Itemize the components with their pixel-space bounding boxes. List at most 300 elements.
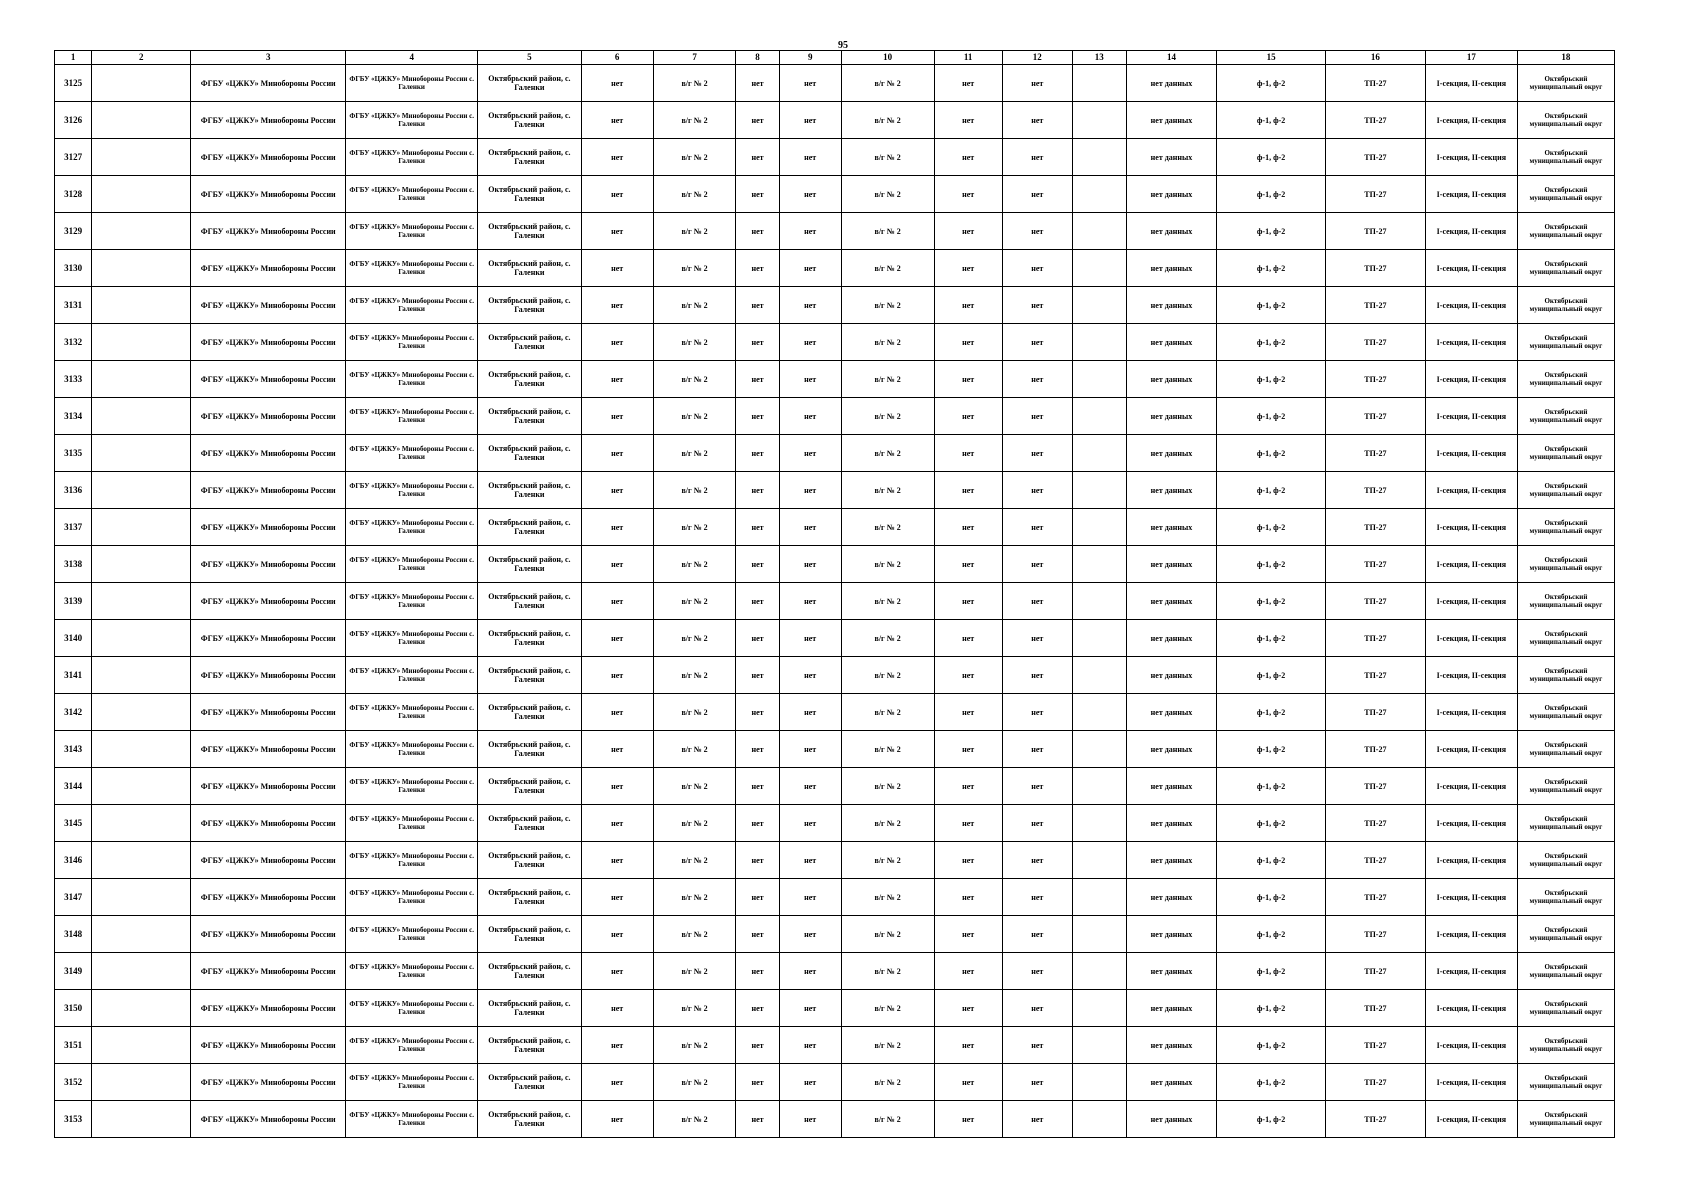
- cell-district: Октябрьский район, с. Галенки: [478, 435, 581, 472]
- cell-feeders: ф-1, ф-2: [1217, 102, 1325, 139]
- cell-organization: ФГБУ «ЦЖКУ» Минобороны России: [191, 65, 346, 102]
- cell-col-11: нет: [934, 213, 1002, 250]
- cell-col-9: нет: [779, 509, 841, 546]
- cell-sections: I-секция, II-секция: [1425, 287, 1517, 324]
- cell-feeders: ф-1, ф-2: [1217, 842, 1325, 879]
- cell-sections: I-секция, II-секция: [1425, 953, 1517, 990]
- cell-military-town-2: в/г № 2: [841, 1064, 934, 1101]
- cell-col-12: нет: [1002, 768, 1072, 805]
- cell-military-town: в/г № 2: [653, 620, 736, 657]
- cell-organization-location: ФГБУ «ЦЖКУ» Минобороны России с. Галенки: [346, 102, 478, 139]
- cell-sections: I-секция, II-секция: [1425, 916, 1517, 953]
- cell-military-town-2: в/г № 2: [841, 731, 934, 768]
- cell-data-status: нет данных: [1126, 620, 1217, 657]
- cell-district: Октябрьский район, с. Галенки: [478, 842, 581, 879]
- cell-col-13: [1072, 879, 1126, 916]
- cell-col-8: нет: [736, 398, 779, 435]
- cell-district: Октябрьский район, с. Галенки: [478, 546, 581, 583]
- cell-data-status: нет данных: [1126, 102, 1217, 139]
- cell-col-6: нет: [581, 361, 653, 398]
- col-header-1: 1: [55, 51, 92, 65]
- cell-col-2: [92, 546, 191, 583]
- cell-col-9: нет: [779, 768, 841, 805]
- cell-col-2: [92, 509, 191, 546]
- cell-transformer-substation: ТП-27: [1325, 139, 1425, 176]
- cell-sections: I-секция, II-секция: [1425, 879, 1517, 916]
- cell-sections: I-секция, II-секция: [1425, 768, 1517, 805]
- cell-feeders: ф-1, ф-2: [1217, 620, 1325, 657]
- cell-col-2: [92, 139, 191, 176]
- cell-military-town: в/г № 2: [653, 509, 736, 546]
- cell-district: Октябрьский район, с. Галенки: [478, 768, 581, 805]
- table-row: [55, 139, 1615, 176]
- cell-col-13: [1072, 509, 1126, 546]
- cell-district: Октябрьский район, с. Галенки: [478, 287, 581, 324]
- cell-feeders: ф-1, ф-2: [1217, 805, 1325, 842]
- cell-row-number: 3152: [55, 1064, 92, 1101]
- cell-organization-location: ФГБУ «ЦЖКУ» Минобороны России с. Галенки: [346, 694, 478, 731]
- cell-organization: ФГБУ «ЦЖКУ» Минобороны России: [191, 472, 346, 509]
- cell-col-6: нет: [581, 250, 653, 287]
- cell-district: Октябрьский район, с. Галенки: [478, 620, 581, 657]
- cell-data-status: нет данных: [1126, 287, 1217, 324]
- cell-district: Октябрьский район, с. Галенки: [478, 1101, 581, 1138]
- cell-col-6: нет: [581, 65, 653, 102]
- table-row: [55, 213, 1615, 250]
- cell-col-9: нет: [779, 472, 841, 509]
- cell-col-13: [1072, 842, 1126, 879]
- cell-col-2: [92, 398, 191, 435]
- table-row: [55, 398, 1615, 435]
- cell-data-status: нет данных: [1126, 879, 1217, 916]
- cell-col-6: нет: [581, 287, 653, 324]
- cell-military-town-2: в/г № 2: [841, 102, 934, 139]
- cell-sections: I-секция, II-секция: [1425, 620, 1517, 657]
- cell-data-status: нет данных: [1126, 324, 1217, 361]
- cell-col-2: [92, 102, 191, 139]
- cell-organization-location: ФГБУ «ЦЖКУ» Минобороны России с. Галенки: [346, 213, 478, 250]
- cell-military-town-2: в/г № 2: [841, 287, 934, 324]
- cell-organization: ФГБУ «ЦЖКУ» Минобороны России: [191, 879, 346, 916]
- cell-military-town: в/г № 2: [653, 879, 736, 916]
- cell-col-2: [92, 916, 191, 953]
- cell-col-6: нет: [581, 768, 653, 805]
- cell-military-town-2: в/г № 2: [841, 472, 934, 509]
- cell-feeders: ф-1, ф-2: [1217, 324, 1325, 361]
- cell-col-6: нет: [581, 213, 653, 250]
- cell-organization-location: ФГБУ «ЦЖКУ» Минобороны России с. Галенки: [346, 176, 478, 213]
- cell-military-town: в/г № 2: [653, 250, 736, 287]
- cell-military-town: в/г № 2: [653, 398, 736, 435]
- cell-feeders: ф-1, ф-2: [1217, 990, 1325, 1027]
- cell-col-9: нет: [779, 879, 841, 916]
- cell-col-8: нет: [736, 213, 779, 250]
- cell-military-town-2: в/г № 2: [841, 324, 934, 361]
- cell-row-number: 3146: [55, 842, 92, 879]
- cell-row-number: 3133: [55, 361, 92, 398]
- cell-col-6: нет: [581, 435, 653, 472]
- cell-organization-location: ФГБУ «ЦЖКУ» Минобороны России с. Галенки: [346, 916, 478, 953]
- cell-col-6: нет: [581, 620, 653, 657]
- cell-sections: I-секция, II-секция: [1425, 250, 1517, 287]
- cell-row-number: 3132: [55, 324, 92, 361]
- cell-col-12: нет: [1002, 398, 1072, 435]
- table-row: [55, 65, 1615, 102]
- cell-col-11: нет: [934, 879, 1002, 916]
- cell-organization-location: ФГБУ «ЦЖКУ» Минобороны России с. Галенки: [346, 657, 478, 694]
- cell-military-town-2: в/г № 2: [841, 65, 934, 102]
- cell-col-6: нет: [581, 731, 653, 768]
- cell-col-12: нет: [1002, 916, 1072, 953]
- cell-row-number: 3143: [55, 731, 92, 768]
- cell-col-12: нет: [1002, 435, 1072, 472]
- cell-feeders: ф-1, ф-2: [1217, 768, 1325, 805]
- cell-row-number: 3142: [55, 694, 92, 731]
- cell-col-2: [92, 65, 191, 102]
- cell-organization-location: ФГБУ «ЦЖКУ» Минобороны России с. Галенки: [346, 768, 478, 805]
- cell-col-8: нет: [736, 620, 779, 657]
- cell-data-status: нет данных: [1126, 842, 1217, 879]
- table-row: [55, 990, 1615, 1027]
- cell-municipal-district: Октябрьский муниципальный округ: [1517, 620, 1614, 657]
- table-row: [55, 102, 1615, 139]
- cell-col-6: нет: [581, 953, 653, 990]
- cell-col-11: нет: [934, 916, 1002, 953]
- cell-district: Октябрьский район, с. Галенки: [478, 139, 581, 176]
- table-row: [55, 916, 1615, 953]
- cell-col-6: нет: [581, 583, 653, 620]
- cell-transformer-substation: ТП-27: [1325, 250, 1425, 287]
- cell-col-2: [92, 1064, 191, 1101]
- cell-col-13: [1072, 250, 1126, 287]
- cell-military-town: в/г № 2: [653, 768, 736, 805]
- cell-col-2: [92, 435, 191, 472]
- cell-col-12: нет: [1002, 842, 1072, 879]
- cell-col-12: нет: [1002, 324, 1072, 361]
- cell-organization: ФГБУ «ЦЖКУ» Минобороны России: [191, 1027, 346, 1064]
- cell-transformer-substation: ТП-27: [1325, 324, 1425, 361]
- cell-row-number: 3138: [55, 546, 92, 583]
- cell-col-8: нет: [736, 102, 779, 139]
- cell-organization-location: ФГБУ «ЦЖКУ» Минобороны России с. Галенки: [346, 139, 478, 176]
- cell-organization-location: ФГБУ «ЦЖКУ» Минобороны России с. Галенки: [346, 435, 478, 472]
- cell-col-13: [1072, 139, 1126, 176]
- cell-col-8: нет: [736, 139, 779, 176]
- cell-data-status: нет данных: [1126, 805, 1217, 842]
- column-number-row: [55, 51, 1615, 65]
- cell-military-town-2: в/г № 2: [841, 805, 934, 842]
- cell-col-8: нет: [736, 287, 779, 324]
- cell-military-town: в/г № 2: [653, 916, 736, 953]
- table-row: [55, 620, 1615, 657]
- cell-data-status: нет данных: [1126, 1027, 1217, 1064]
- cell-organization-location: ФГБУ «ЦЖКУ» Минобороны России с. Галенки: [346, 65, 478, 102]
- cell-col-11: нет: [934, 731, 1002, 768]
- cell-sections: I-секция, II-секция: [1425, 102, 1517, 139]
- cell-organization-location: ФГБУ «ЦЖКУ» Минобороны России с. Галенки: [346, 361, 478, 398]
- cell-row-number: 3140: [55, 620, 92, 657]
- cell-military-town-2: в/г № 2: [841, 546, 934, 583]
- cell-transformer-substation: ТП-27: [1325, 805, 1425, 842]
- cell-municipal-district: Октябрьский муниципальный округ: [1517, 176, 1614, 213]
- table-row: [55, 1027, 1615, 1064]
- cell-feeders: ф-1, ф-2: [1217, 694, 1325, 731]
- cell-data-status: нет данных: [1126, 768, 1217, 805]
- page-number: 95: [838, 40, 848, 51]
- cell-military-town: в/г № 2: [653, 805, 736, 842]
- cell-col-12: нет: [1002, 250, 1072, 287]
- registry-table: [54, 50, 1615, 1138]
- cell-col-11: нет: [934, 1101, 1002, 1138]
- cell-feeders: ф-1, ф-2: [1217, 583, 1325, 620]
- cell-organization-location: ФГБУ «ЦЖКУ» Минобороны России с. Галенки: [346, 509, 478, 546]
- cell-military-town: в/г № 2: [653, 213, 736, 250]
- cell-feeders: ф-1, ф-2: [1217, 435, 1325, 472]
- cell-col-2: [92, 1101, 191, 1138]
- cell-municipal-district: Октябрьский муниципальный округ: [1517, 324, 1614, 361]
- cell-col-12: нет: [1002, 990, 1072, 1027]
- cell-row-number: 3130: [55, 250, 92, 287]
- table-row: [55, 694, 1615, 731]
- cell-transformer-substation: ТП-27: [1325, 916, 1425, 953]
- cell-col-12: нет: [1002, 287, 1072, 324]
- cell-district: Октябрьский район, с. Галенки: [478, 398, 581, 435]
- cell-col-9: нет: [779, 324, 841, 361]
- cell-military-town-2: в/г № 2: [841, 176, 934, 213]
- cell-transformer-substation: ТП-27: [1325, 472, 1425, 509]
- cell-col-8: нет: [736, 472, 779, 509]
- cell-military-town: в/г № 2: [653, 102, 736, 139]
- cell-col-6: нет: [581, 1101, 653, 1138]
- cell-col-6: нет: [581, 805, 653, 842]
- cell-col-11: нет: [934, 324, 1002, 361]
- cell-district: Октябрьский район, с. Галенки: [478, 213, 581, 250]
- cell-col-2: [92, 620, 191, 657]
- cell-sections: I-секция, II-секция: [1425, 509, 1517, 546]
- cell-feeders: ф-1, ф-2: [1217, 731, 1325, 768]
- cell-organization-location: ФГБУ «ЦЖКУ» Минобороны России с. Галенки: [346, 953, 478, 990]
- col-header-12: 12: [1002, 51, 1072, 65]
- cell-organization: ФГБУ «ЦЖКУ» Минобороны России: [191, 324, 346, 361]
- table-row: [55, 324, 1615, 361]
- cell-col-13: [1072, 768, 1126, 805]
- cell-col-11: нет: [934, 509, 1002, 546]
- table-row: [55, 472, 1615, 509]
- cell-organization: ФГБУ «ЦЖКУ» Минобороны России: [191, 657, 346, 694]
- cell-col-12: нет: [1002, 472, 1072, 509]
- cell-sections: I-секция, II-секция: [1425, 176, 1517, 213]
- cell-organization-location: ФГБУ «ЦЖКУ» Минобороны России с. Галенки: [346, 472, 478, 509]
- table-row: [55, 250, 1615, 287]
- cell-col-6: нет: [581, 472, 653, 509]
- cell-col-8: нет: [736, 768, 779, 805]
- table-row: [55, 546, 1615, 583]
- cell-military-town-2: в/г № 2: [841, 620, 934, 657]
- col-header-17: 17: [1425, 51, 1517, 65]
- cell-col-13: [1072, 176, 1126, 213]
- cell-feeders: ф-1, ф-2: [1217, 139, 1325, 176]
- cell-feeders: ф-1, ф-2: [1217, 213, 1325, 250]
- cell-data-status: нет данных: [1126, 398, 1217, 435]
- cell-organization: ФГБУ «ЦЖКУ» Минобороны России: [191, 990, 346, 1027]
- cell-col-11: нет: [934, 953, 1002, 990]
- cell-col-13: [1072, 916, 1126, 953]
- cell-col-13: [1072, 472, 1126, 509]
- cell-col-13: [1072, 213, 1126, 250]
- cell-organization: ФГБУ «ЦЖКУ» Минобороны России: [191, 731, 346, 768]
- cell-transformer-substation: ТП-27: [1325, 657, 1425, 694]
- col-header-16: 16: [1325, 51, 1425, 65]
- table-row: [55, 879, 1615, 916]
- cell-col-8: нет: [736, 1027, 779, 1064]
- cell-military-town: в/г № 2: [653, 139, 736, 176]
- cell-data-status: нет данных: [1126, 435, 1217, 472]
- cell-row-number: 3126: [55, 102, 92, 139]
- cell-col-9: нет: [779, 250, 841, 287]
- cell-col-6: нет: [581, 398, 653, 435]
- cell-municipal-district: Октябрьский муниципальный округ: [1517, 509, 1614, 546]
- cell-transformer-substation: ТП-27: [1325, 879, 1425, 916]
- cell-military-town: в/г № 2: [653, 990, 736, 1027]
- cell-col-8: нет: [736, 657, 779, 694]
- cell-col-8: нет: [736, 953, 779, 990]
- cell-row-number: 3125: [55, 65, 92, 102]
- cell-sections: I-секция, II-секция: [1425, 1027, 1517, 1064]
- cell-data-status: нет данных: [1126, 472, 1217, 509]
- cell-col-2: [92, 324, 191, 361]
- col-header-15: 15: [1217, 51, 1325, 65]
- cell-col-11: нет: [934, 1027, 1002, 1064]
- cell-feeders: ф-1, ф-2: [1217, 916, 1325, 953]
- cell-col-11: нет: [934, 472, 1002, 509]
- cell-col-13: [1072, 102, 1126, 139]
- cell-military-town-2: в/г № 2: [841, 879, 934, 916]
- cell-col-13: [1072, 361, 1126, 398]
- cell-military-town-2: в/г № 2: [841, 361, 934, 398]
- cell-col-11: нет: [934, 546, 1002, 583]
- cell-col-8: нет: [736, 176, 779, 213]
- cell-military-town-2: в/г № 2: [841, 768, 934, 805]
- cell-transformer-substation: ТП-27: [1325, 842, 1425, 879]
- cell-municipal-district: Октябрьский муниципальный округ: [1517, 102, 1614, 139]
- col-header-10: 10: [841, 51, 934, 65]
- cell-col-9: нет: [779, 953, 841, 990]
- table-row: [55, 435, 1615, 472]
- cell-col-6: нет: [581, 916, 653, 953]
- cell-district: Октябрьский район, с. Галенки: [478, 916, 581, 953]
- cell-transformer-substation: ТП-27: [1325, 768, 1425, 805]
- cell-row-number: 3137: [55, 509, 92, 546]
- cell-col-11: нет: [934, 250, 1002, 287]
- table-row: [55, 805, 1615, 842]
- cell-municipal-district: Октябрьский муниципальный округ: [1517, 1101, 1614, 1138]
- cell-col-12: нет: [1002, 65, 1072, 102]
- cell-col-9: нет: [779, 1027, 841, 1064]
- cell-col-2: [92, 583, 191, 620]
- cell-col-12: нет: [1002, 1101, 1072, 1138]
- cell-col-2: [92, 768, 191, 805]
- col-header-18: 18: [1517, 51, 1614, 65]
- cell-col-2: [92, 953, 191, 990]
- cell-feeders: ф-1, ф-2: [1217, 65, 1325, 102]
- cell-transformer-substation: ТП-27: [1325, 435, 1425, 472]
- table-row: [55, 1064, 1615, 1101]
- cell-col-12: нет: [1002, 509, 1072, 546]
- cell-col-12: нет: [1002, 805, 1072, 842]
- cell-data-status: нет данных: [1126, 657, 1217, 694]
- col-header-11: 11: [934, 51, 1002, 65]
- cell-organization: ФГБУ «ЦЖКУ» Минобороны России: [191, 435, 346, 472]
- cell-col-9: нет: [779, 990, 841, 1027]
- cell-district: Октябрьский район, с. Галенки: [478, 1064, 581, 1101]
- cell-military-town: в/г № 2: [653, 176, 736, 213]
- cell-col-13: [1072, 953, 1126, 990]
- cell-data-status: нет данных: [1126, 953, 1217, 990]
- cell-municipal-district: Октябрьский муниципальный округ: [1517, 139, 1614, 176]
- cell-municipal-district: Октябрьский муниципальный округ: [1517, 694, 1614, 731]
- cell-district: Октябрьский район, с. Галенки: [478, 694, 581, 731]
- cell-district: Октябрьский район, с. Галенки: [478, 657, 581, 694]
- cell-col-11: нет: [934, 583, 1002, 620]
- cell-district: Октябрьский район, с. Галенки: [478, 509, 581, 546]
- cell-sections: I-секция, II-секция: [1425, 139, 1517, 176]
- cell-row-number: 3148: [55, 916, 92, 953]
- cell-transformer-substation: ТП-27: [1325, 398, 1425, 435]
- cell-col-2: [92, 731, 191, 768]
- cell-col-8: нет: [736, 361, 779, 398]
- cell-municipal-district: Октябрьский муниципальный округ: [1517, 398, 1614, 435]
- cell-col-12: нет: [1002, 879, 1072, 916]
- cell-col-8: нет: [736, 250, 779, 287]
- cell-row-number: 3149: [55, 953, 92, 990]
- cell-col-9: нет: [779, 65, 841, 102]
- cell-col-9: нет: [779, 1064, 841, 1101]
- cell-district: Октябрьский район, с. Галенки: [478, 65, 581, 102]
- cell-data-status: нет данных: [1126, 1101, 1217, 1138]
- cell-organization: ФГБУ «ЦЖКУ» Минобороны России: [191, 953, 346, 990]
- cell-col-11: нет: [934, 287, 1002, 324]
- cell-col-2: [92, 805, 191, 842]
- cell-data-status: нет данных: [1126, 361, 1217, 398]
- cell-col-9: нет: [779, 694, 841, 731]
- cell-organization: ФГБУ «ЦЖКУ» Минобороны России: [191, 768, 346, 805]
- cell-col-2: [92, 361, 191, 398]
- cell-col-2: [92, 250, 191, 287]
- cell-district: Октябрьский район, с. Галенки: [478, 361, 581, 398]
- cell-transformer-substation: ТП-27: [1325, 620, 1425, 657]
- cell-sections: I-секция, II-секция: [1425, 1064, 1517, 1101]
- cell-col-8: нет: [736, 435, 779, 472]
- cell-data-status: нет данных: [1126, 731, 1217, 768]
- cell-organization-location: ФГБУ «ЦЖКУ» Минобороны России с. Галенки: [346, 1027, 478, 1064]
- cell-row-number: 3147: [55, 879, 92, 916]
- cell-transformer-substation: ТП-27: [1325, 953, 1425, 990]
- cell-col-11: нет: [934, 139, 1002, 176]
- cell-sections: I-секция, II-секция: [1425, 361, 1517, 398]
- cell-military-town: в/г № 2: [653, 546, 736, 583]
- cell-organization: ФГБУ «ЦЖКУ» Минобороны России: [191, 620, 346, 657]
- cell-military-town-2: в/г № 2: [841, 842, 934, 879]
- cell-feeders: ф-1, ф-2: [1217, 472, 1325, 509]
- cell-municipal-district: Октябрьский муниципальный округ: [1517, 768, 1614, 805]
- cell-col-13: [1072, 694, 1126, 731]
- cell-organization-location: ФГБУ «ЦЖКУ» Минобороны России с. Галенки: [346, 990, 478, 1027]
- cell-row-number: 3127: [55, 139, 92, 176]
- cell-col-9: нет: [779, 361, 841, 398]
- cell-organization-location: ФГБУ «ЦЖКУ» Минобороны России с. Галенки: [346, 583, 478, 620]
- cell-col-6: нет: [581, 657, 653, 694]
- cell-district: Октябрьский район, с. Галенки: [478, 250, 581, 287]
